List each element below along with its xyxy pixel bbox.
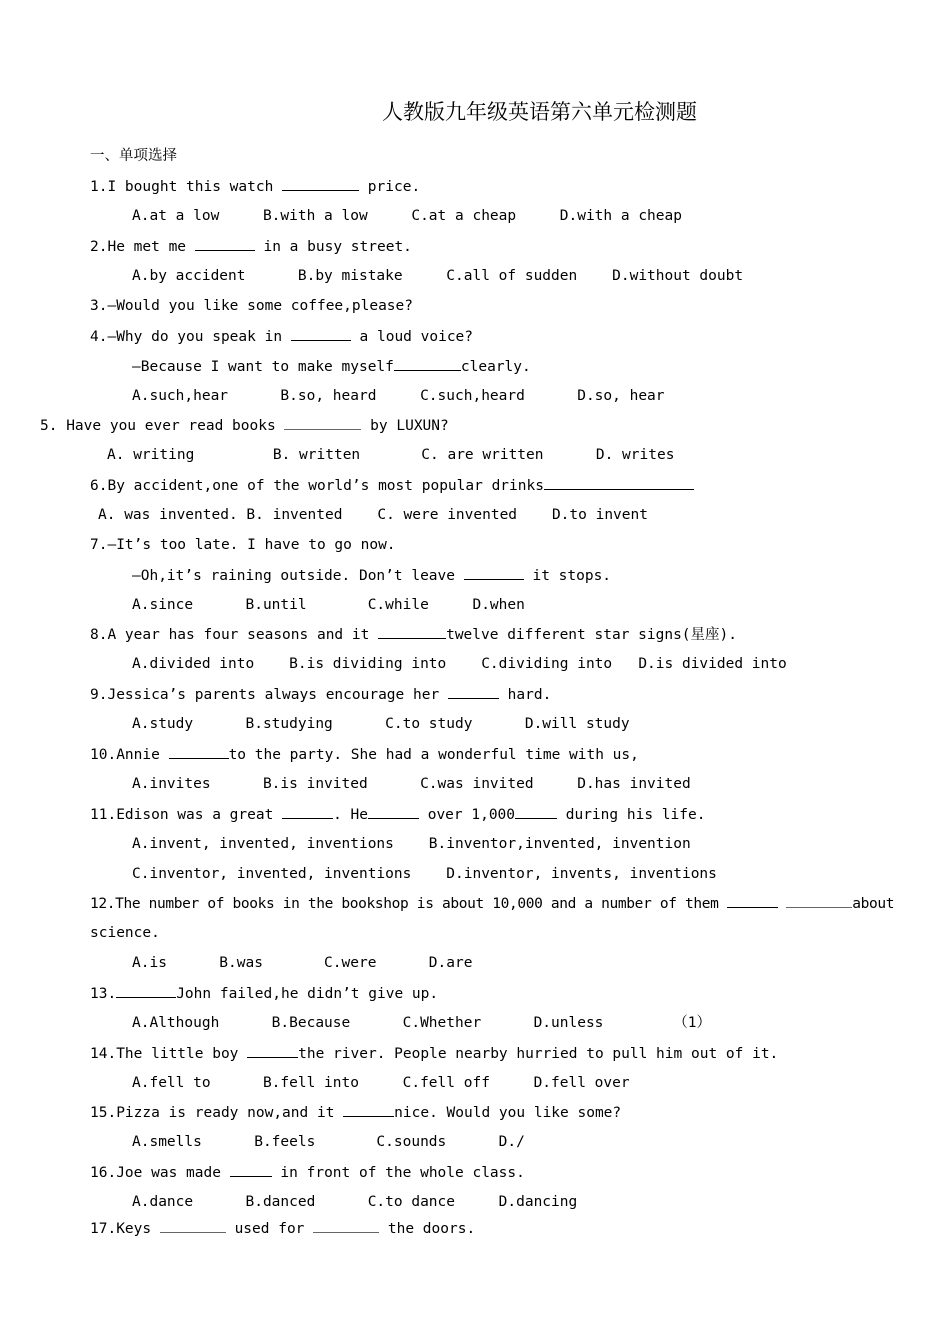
section-heading: 一、单项选择: [90, 148, 177, 164]
question-11: [90, 804, 705, 824]
question-15: [90, 1102, 621, 1122]
question-8: [90, 624, 737, 644]
answer-blank: [378, 624, 446, 639]
answer-blank: [195, 236, 255, 251]
question-text: 12.The number of books in the bookshop is about 10,000 and a number of them: [90, 896, 727, 912]
question-text: 5. Have you ever read books: [40, 418, 285, 434]
question-text: 17.Keys: [90, 1221, 160, 1237]
question-6: [90, 475, 694, 495]
question-text: 2.He met me: [90, 239, 195, 255]
question-text: 16.Joe was made: [90, 1165, 230, 1181]
answer-blank: [515, 804, 557, 819]
question-16: [90, 1162, 525, 1182]
question-text: in front of the whole class.: [271, 1165, 525, 1181]
question-text: by LUXUN?: [361, 418, 449, 434]
question-7-reply: [132, 565, 611, 585]
question-2: [90, 236, 412, 256]
question-text: a loud voice?: [350, 329, 474, 345]
question-text: 15.Pizza is ready now,and it: [90, 1105, 344, 1121]
options-11b: C.inventor, invented, inventions D.inventor, invents, inventions: [132, 866, 717, 882]
question-text: . He: [333, 807, 368, 823]
answer-blank: [291, 326, 351, 341]
question-text: 1.I bought this watch: [90, 179, 283, 195]
question-text: [778, 896, 786, 912]
question-text: 13.: [90, 986, 117, 1002]
answer-blank: [116, 983, 176, 998]
question-5: [40, 415, 449, 435]
answer-blank: [368, 804, 419, 819]
options-4: A.such,hear B.so, heard C.such,heard D.so, hear: [132, 388, 665, 404]
answer-blank: [343, 1102, 394, 1117]
question-9: [90, 684, 551, 704]
options-6: A. was invented. B. invented C. were invented D.to invent: [98, 507, 648, 523]
question-14: [90, 1043, 778, 1063]
question-1: [90, 176, 420, 196]
answer-blank: [282, 804, 333, 819]
options-2: A.by accident B.by mistake C.all of sudden D.without doubt: [132, 268, 744, 284]
question-text: in a busy street.: [254, 239, 412, 255]
answer-blank: [727, 893, 778, 908]
answer-blank: [247, 1043, 298, 1058]
question-text: the doors.: [379, 1221, 476, 1237]
question-10: [90, 744, 639, 764]
answer-blank: [169, 744, 229, 759]
answer-blank: [160, 1218, 226, 1233]
answer-blank: [394, 356, 461, 371]
answer-blank: [786, 893, 852, 908]
question-text: 8.A year has four seasons and it: [90, 627, 379, 643]
question-4-reply: [132, 356, 531, 376]
question-text: to the party. She had a wonderful time with us,: [228, 747, 639, 763]
options-11a: A.invent, invented, inventions B.inventor,invented, invention: [132, 836, 691, 852]
answer-blank: [284, 415, 361, 430]
options-9: A.study B.studying C.to study D.will study: [132, 716, 630, 732]
question-text: twelve different star signs(星座).: [446, 627, 737, 643]
question-3: 3.—Would you like some coffee,please?: [90, 298, 414, 314]
page-title: 人教版九年级英语第六单元检测题: [382, 100, 697, 124]
question-text: John failed,he didn’t give up.: [176, 986, 439, 1002]
question-text: price.: [359, 179, 421, 195]
options-10: A.invites B.is invited C.was invited D.has invited: [132, 776, 691, 792]
question-13: [90, 983, 438, 1003]
question-text: —Because I want to make myself: [132, 359, 394, 375]
answer-blank: [282, 176, 359, 191]
options-7: A.since B.until C.while D.when: [132, 597, 525, 613]
question-text: —Oh,it’s raining outside. Don’t leave: [132, 568, 464, 584]
question-text: 6.By accident,one of the world’s most popular drinks: [90, 478, 544, 494]
question-text: during his life.: [557, 807, 706, 823]
options-16: A.dance B.danced C.to dance D.dancing: [132, 1194, 578, 1210]
answer-blank: [313, 1218, 379, 1233]
question-text: 4.—Why do you speak in: [90, 329, 291, 345]
options-15: A.smells B.feels C.sounds D./: [132, 1134, 525, 1150]
question-text: about: [852, 896, 895, 912]
question-12-cont: science.: [90, 925, 160, 941]
question-text: 14.The little boy: [90, 1046, 248, 1062]
options-14: A.fell to B.fell into C.fell off D.fell over: [132, 1075, 630, 1091]
question-text: used for: [225, 1221, 314, 1237]
options-1: A.at a low B.with a low C.at a cheap D.with a cheap: [132, 208, 682, 224]
question-text: 9.Jessica’s parents always encourage her: [90, 687, 448, 703]
options-8: A.divided into B.is dividing into C.dividing into D.is divided into: [132, 656, 787, 672]
question-17: [90, 1218, 475, 1238]
question-text: over 1,000: [418, 807, 516, 823]
options-12: A.is B.was C.were D.are: [132, 955, 473, 971]
question-text: 10.Annie: [90, 747, 169, 763]
answer-blank: [230, 1162, 272, 1177]
options-13: A.Although B.Because C.Whether D.unless （1）: [132, 1015, 711, 1031]
question-text: 11.Edison was a great: [90, 807, 283, 823]
question-text: clearly.: [460, 359, 531, 375]
question-text: hard.: [498, 687, 552, 703]
question-12: [90, 893, 894, 913]
answer-blank: [448, 684, 499, 699]
question-text: nice. Would you like some?: [394, 1105, 622, 1121]
question-7: 7.—It’s too late. I have to go now.: [90, 537, 396, 553]
question-4: [90, 326, 473, 346]
answer-blank: [464, 565, 524, 580]
answer-blank: [544, 475, 694, 490]
question-text: it stops.: [523, 568, 612, 584]
options-5: A. writing B. written C. are written D. writes: [107, 447, 675, 463]
question-text: the river. People nearby hurried to pull him out of it.: [298, 1046, 779, 1062]
